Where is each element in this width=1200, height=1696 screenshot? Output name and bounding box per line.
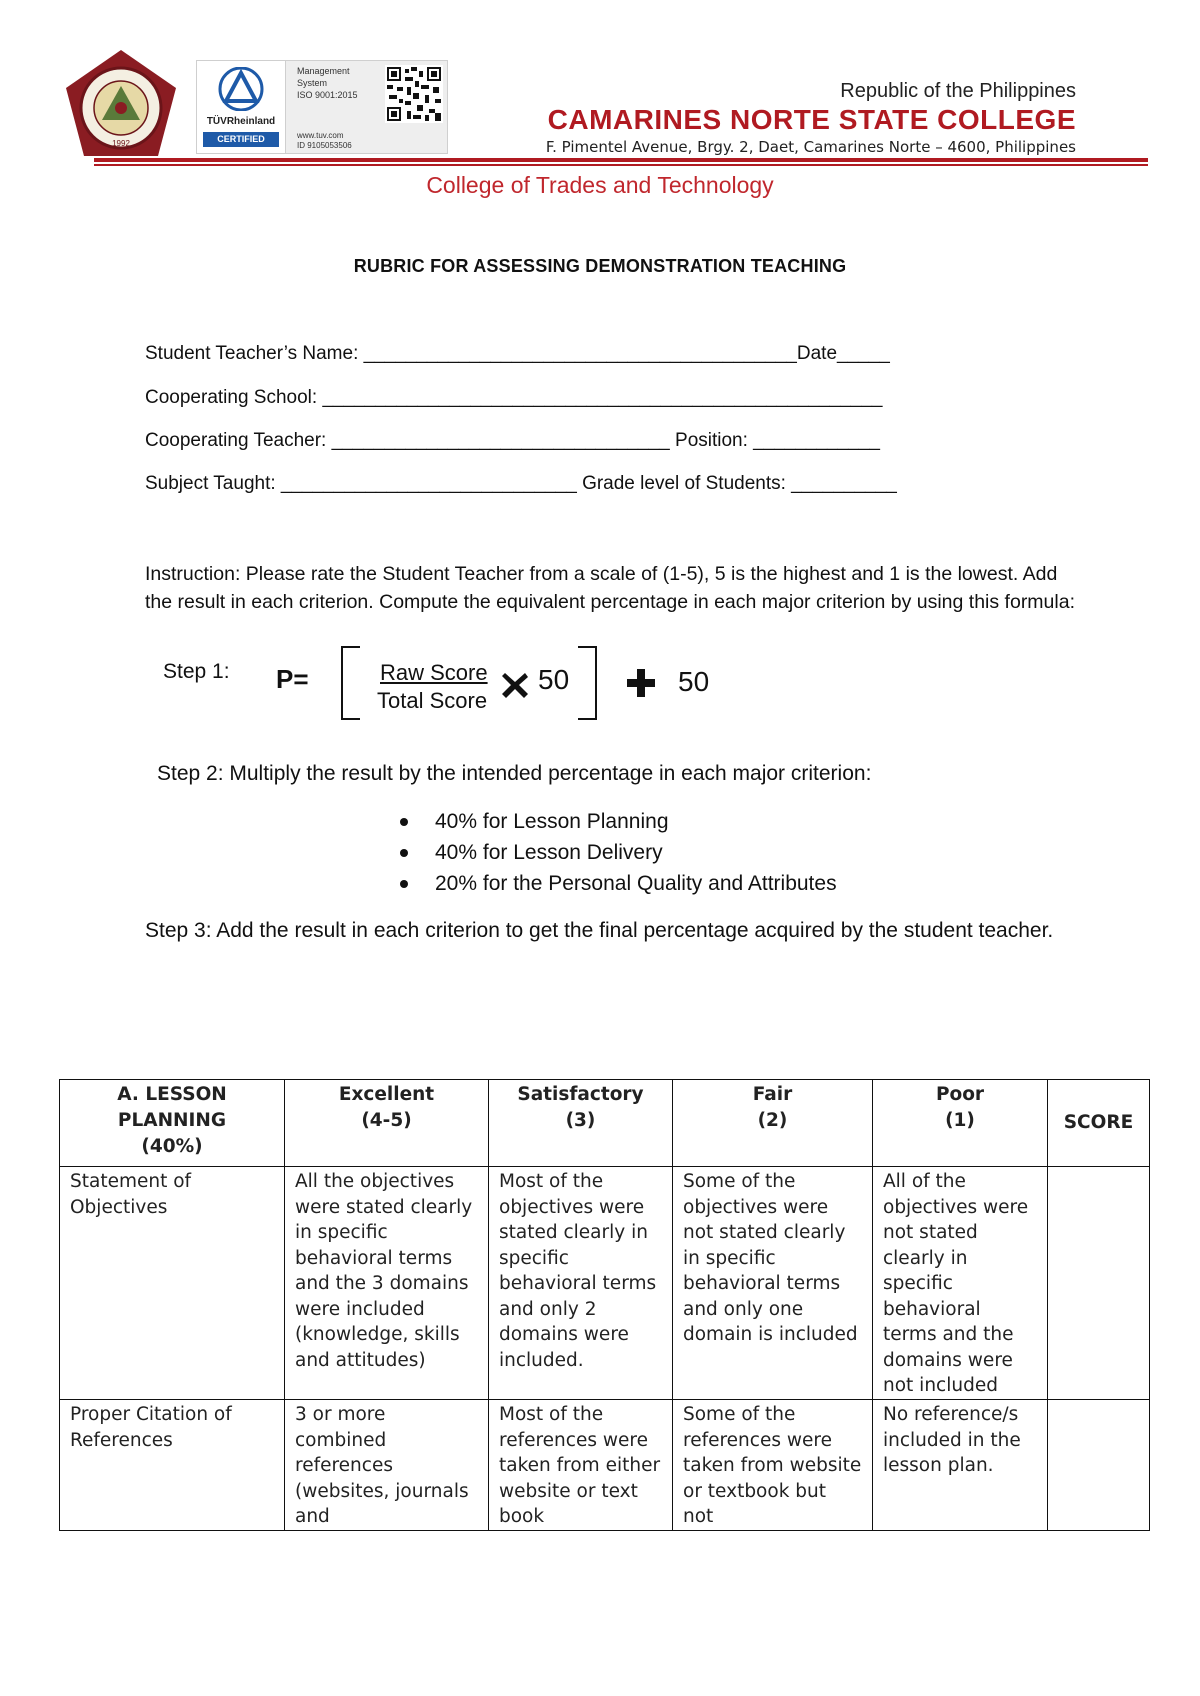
score-cell[interactable] [1048, 1400, 1150, 1531]
percentage-list [400, 806, 837, 899]
qr-code-icon [385, 65, 443, 123]
table-header-row [60, 1080, 1150, 1167]
header-excellent: Excellent (4-5) [285, 1080, 489, 1167]
header-fair: Fair (2) [673, 1080, 873, 1167]
department-name: College of Trades and Technology [426, 172, 774, 198]
student-teacher-name-field[interactable]: Student Teacher’s Name: _________________________________________Date_____ [145, 343, 890, 364]
satisfactory-cell: Most of the objectives were stated clearly in specific behavioral terms and only 2 domains were included. [489, 1167, 673, 1400]
multiply-icon [500, 670, 530, 700]
cert-brand: TÜVRheinland [206, 116, 276, 127]
instruction-text: Instruction: Please rate the Student Teacher from a scale of (1-5), 5 is the highest and 1 is the lowest. Add the result in each criterion. Compute the equivalent percentage in each major criterion by using this formula: [145, 563, 1075, 613]
excellent-cell: 3 or more combined references (websites, journals and [285, 1400, 489, 1531]
formula-multiplier: 50 [538, 664, 570, 695]
step1-label: Step 1: [163, 660, 230, 683]
header-divider-thin [94, 164, 1148, 166]
formula-addend: 50 [678, 666, 710, 697]
cooperating-teacher-field[interactable]: Cooperating Teacher: ________________________________ Position: ____________ [145, 430, 880, 451]
college-address: F. Pimentel Avenue, Brgy. 2, Daet, Camarines Norte – 4600, Philippines [545, 138, 1076, 156]
poor-cell: No reference/s included in the lesson plan. [873, 1400, 1048, 1531]
cert-badge: CERTIFIED [203, 132, 279, 147]
criterion-cell: Statement of Objectives [60, 1167, 285, 1400]
formula-denominator: Total Score [377, 688, 488, 713]
poor-cell: All of the objectives were not stated clearly in specific behavioral terms and the domains were not included [873, 1167, 1048, 1400]
fair-cell: Some of the objectives were not stated clearly in specific behavioral terms and only one domain is included [673, 1167, 873, 1400]
criterion-cell: Proper Citation of References [60, 1400, 285, 1531]
seal-year: 1992 [112, 139, 130, 148]
step2-text: Step 2: Multiply the result by the intended percentage in each major criterion: [157, 762, 872, 785]
college-seal-logo [62, 48, 180, 160]
republic-label: Republic of the Philippines [840, 80, 1076, 102]
subject-taught-field[interactable]: Subject Taught: ____________________________ Grade level of Students: __________ [145, 473, 897, 494]
excellent-cell: All the objectives were stated clearly in specific behavioral terms and the 3 domains were included (knowledge, skills and attitudes) [285, 1167, 489, 1400]
rubric-table [59, 1079, 1150, 1531]
table-row [60, 1167, 1150, 1400]
college-name: CAMARINES NORTE STATE COLLEGE [547, 104, 1076, 135]
list-item: 40% for Lesson Delivery [400, 837, 837, 868]
satisfactory-cell: Most of the references were taken from either website or text book [489, 1400, 673, 1531]
plus-icon [626, 668, 656, 698]
cert-standard: Management System ISO 9001:2015 [297, 66, 358, 100]
header-score: SCORE [1048, 1080, 1150, 1167]
list-item: 40% for Lesson Planning [400, 806, 837, 837]
score-cell[interactable] [1048, 1167, 1150, 1400]
tuv-panel [197, 61, 286, 153]
iso-certification-badge [196, 60, 448, 154]
formula-p: P= [276, 664, 309, 694]
header-divider [94, 158, 1148, 162]
header-criterion: A. LESSON PLANNING (40%) [60, 1080, 285, 1167]
formula-numerator: Raw Score [380, 660, 488, 685]
document-title: RUBRIC FOR ASSESSING DEMONSTRATION TEACHING [353, 256, 847, 276]
fair-cell: Some of the references were taken from website or textbook but not [673, 1400, 873, 1531]
cooperating-school-field[interactable]: Cooperating School: _____________________________________________________ [145, 387, 883, 408]
table-row [60, 1400, 1150, 1531]
tuv-triangle-icon [217, 67, 265, 111]
header-satisfactory: Satisfactory (3) [489, 1080, 673, 1167]
header-poor: Poor (1) [873, 1080, 1048, 1167]
step3-text: Step 3: Add the result in each criterion to get the final percentage acquired by the student teacher. [145, 919, 1054, 942]
list-item: 20% for the Personal Quality and Attributes [400, 868, 837, 899]
cert-url: www.tuv.com ID 9105053506 [297, 131, 352, 150]
